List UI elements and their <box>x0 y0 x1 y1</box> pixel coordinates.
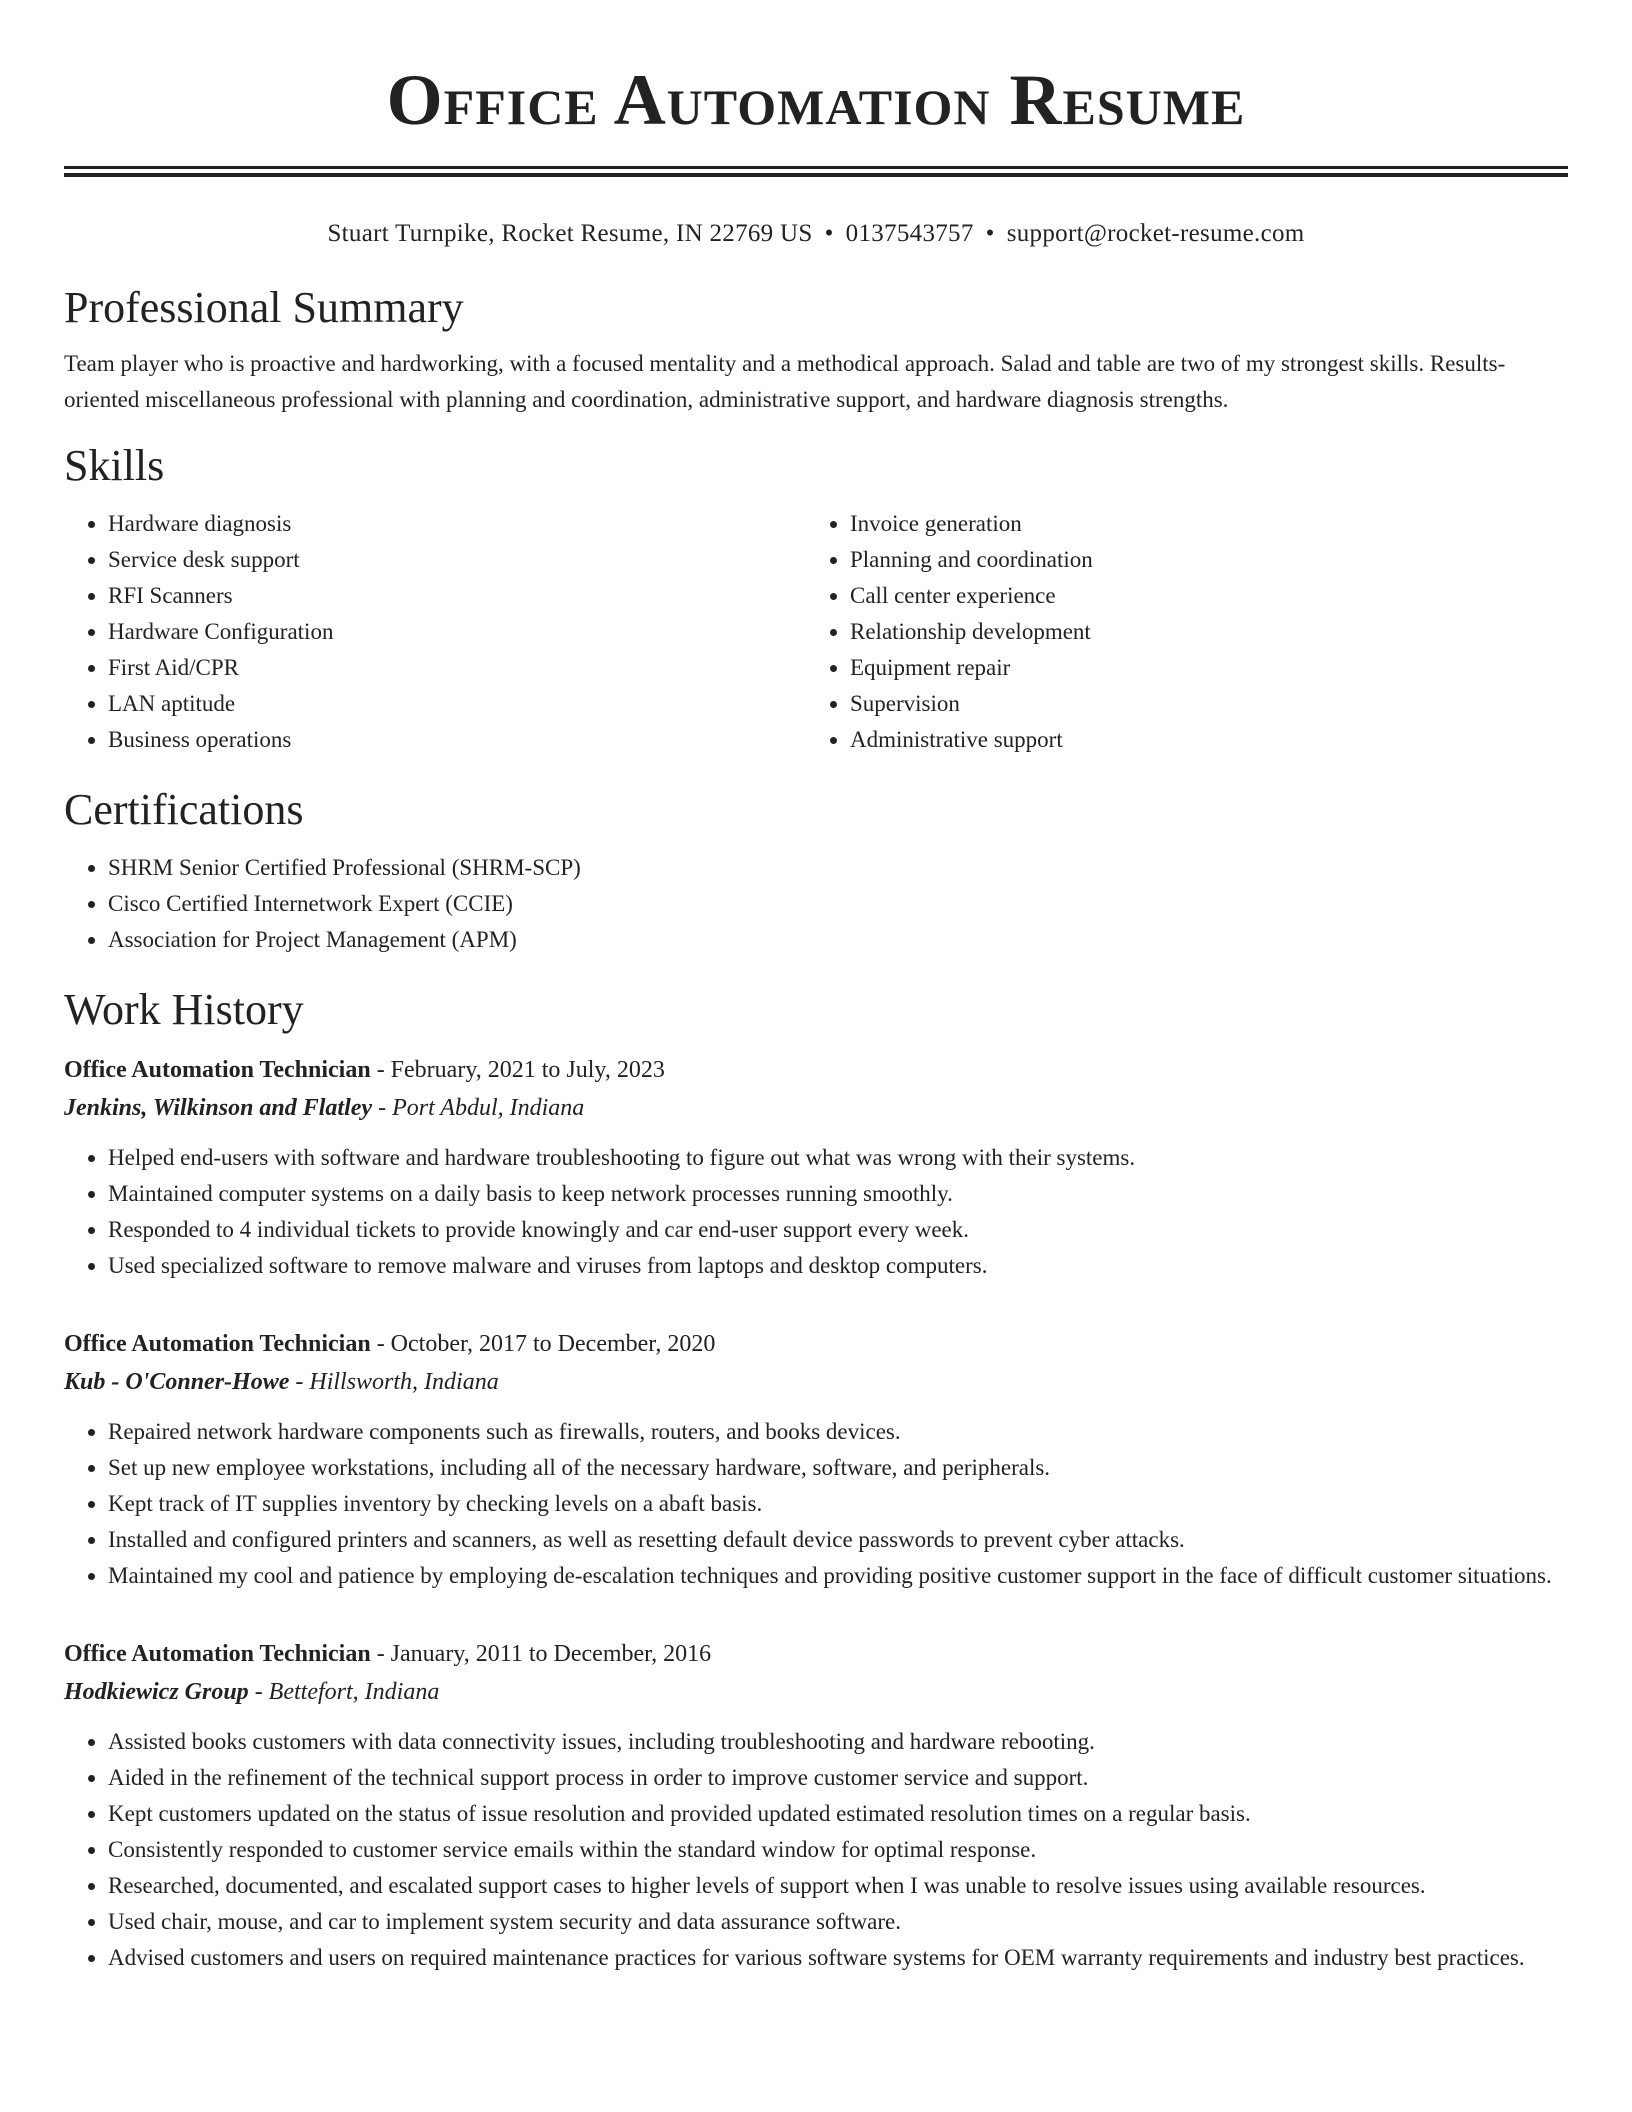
skill-item: • RFI Scanners <box>108 578 806 614</box>
certification-item: • Association for Project Management (APM) <box>108 922 1568 958</box>
job-title: Office Automation Technician <box>64 1641 371 1667</box>
job-location: - Hillsworth, Indiana <box>289 1369 499 1395</box>
job-dates: - February, 2021 to July, 2023 <box>370 1057 665 1083</box>
job-bullet: • Researched, documented, and escalated support cases to higher levels of support when I was unable to resolve issues using available resources. <box>108 1868 1568 1904</box>
summary-heading: Professional Summary <box>64 283 464 332</box>
job-bullet: • Responded to 4 individual tickets to provide knowingly and car end-user support every week. <box>108 1212 1568 1248</box>
job-title-line <box>64 1050 1568 1090</box>
job-dates: - January, 2011 to December, 2016 <box>370 1641 712 1667</box>
skills-heading: Skills <box>64 441 165 490</box>
certification-item: • SHRM Senior Certified Professional (SHRM-SCP) <box>108 850 1568 886</box>
contact-line <box>64 218 1568 250</box>
job-bullet: • Assisted books customers with data connectivity issues, including troubleshooting and hardware rebooting. <box>108 1724 1568 1760</box>
job-title: Office Automation Technician <box>64 1331 371 1357</box>
title-divider-thin <box>64 166 1568 169</box>
resume-title: Office Automation Resume <box>386 60 1246 140</box>
contact-separator: • <box>824 220 834 247</box>
job-bullet: • Aided in the refinement of the technical support process in order to improve customer service and support. <box>108 1760 1568 1796</box>
work-history-heading: Work History <box>64 985 304 1034</box>
contact-separator: • <box>985 220 995 247</box>
skill-item: • Administrative support <box>850 722 1548 758</box>
job-bullets <box>64 1724 1568 1976</box>
skill-item: • Service desk support <box>108 542 806 578</box>
job-title: Office Automation Technician <box>64 1057 371 1083</box>
contact-email[interactable]: support@rocket-resume.com <box>1006 220 1305 247</box>
skill-item: • Relationship development <box>850 614 1548 650</box>
job-bullet: • Used chair, mouse, and car to implement system security and data assurance software. <box>108 1904 1568 1940</box>
certification-item: • Cisco Certified Internetwork Expert (CCIE) <box>108 886 1568 922</box>
job-title-line <box>64 1324 1568 1364</box>
skill-item: • Equipment repair <box>850 650 1548 686</box>
job-company: Kub - O'Conner-Howe <box>64 1369 290 1395</box>
contact-phone: 0137543757 <box>845 220 974 247</box>
job-entry <box>64 1634 1568 1976</box>
skill-item: • Supervision <box>850 686 1548 722</box>
job-bullets <box>64 1140 1568 1284</box>
title-divider-thick <box>64 173 1568 177</box>
certifications-list <box>64 850 1568 958</box>
skill-item: • Hardware diagnosis <box>108 506 806 542</box>
job-bullet: • Helped end-users with software and hardware troubleshooting to figure out what was wrong with their systems. <box>108 1140 1568 1176</box>
job-company: Hodkiewicz Group <box>64 1679 249 1705</box>
job-bullet: • Kept customers updated on the status of issue resolution and provided updated estimated resolution times on a regular basis. <box>108 1796 1568 1832</box>
job-bullet: • Set up new employee workstations, including all of the necessary hardware, software, and peripherals. <box>108 1450 1568 1486</box>
job-bullets <box>64 1414 1568 1594</box>
skill-item: • Planning and coordination <box>850 542 1548 578</box>
skill-item: • Business operations <box>108 722 806 758</box>
skill-item: • Call center experience <box>850 578 1548 614</box>
job-bullet: • Maintained my cool and patience by employing de-escalation techniques and providing positive customer support in the face of difficult customer situations. <box>108 1558 1568 1594</box>
job-company-line <box>64 1364 1568 1400</box>
skills-column-left <box>64 506 806 758</box>
skills-list <box>64 506 1568 758</box>
job-bullet: • Used specialized software to remove malware and viruses from laptops and desktop computers. <box>108 1248 1568 1284</box>
skill-item: • Invoice generation <box>850 506 1548 542</box>
job-bullet: • Kept track of IT supplies inventory by checking levels on a abaft basis. <box>108 1486 1568 1522</box>
job-company-line <box>64 1090 1568 1126</box>
job-company: Jenkins, Wilkinson and Flatley <box>64 1095 373 1121</box>
job-entry <box>64 1050 1568 1284</box>
job-company-line <box>64 1674 1568 1710</box>
contact-address: Stuart Turnpike, Rocket Resume, IN 22769 US <box>327 220 813 247</box>
skill-item: • First Aid/CPR <box>108 650 806 686</box>
skill-item: • Hardware Configuration <box>108 614 806 650</box>
job-bullet: • Repaired network hardware components such as firewalls, routers, and books devices. <box>108 1414 1568 1450</box>
job-dates: - October, 2017 to December, 2020 <box>370 1331 716 1357</box>
certifications-heading: Certifications <box>64 785 304 834</box>
job-bullet: • Maintained computer systems on a daily basis to keep network processes running smoothly. <box>108 1176 1568 1212</box>
job-location: - Bettefort, Indiana <box>248 1679 440 1705</box>
summary-text: Team player who is proactive and hardworking, with a focused mentality and a methodical approach. Salad and table are two of my strongest skills. Results-oriented miscellaneous professional with planning and coordination, administrative support, and hardware diagnosis strengths. <box>64 351 1506 412</box>
job-bullet: • Installed and configured printers and scanners, as well as resetting default device passwords to prevent cyber attacks. <box>108 1522 1568 1558</box>
skill-item: • LAN aptitude <box>108 686 806 722</box>
job-bullet: • Advised customers and users on required maintenance practices for various software systems for OEM warranty requirements and industry best practices. <box>108 1940 1568 1976</box>
job-title-line <box>64 1634 1568 1674</box>
job-location: - Port Abdul, Indiana <box>372 1095 585 1121</box>
job-bullet: • Consistently responded to customer service emails within the standard window for optimal response. <box>108 1832 1568 1868</box>
skills-column-right <box>806 506 1548 758</box>
job-entry <box>64 1324 1568 1594</box>
